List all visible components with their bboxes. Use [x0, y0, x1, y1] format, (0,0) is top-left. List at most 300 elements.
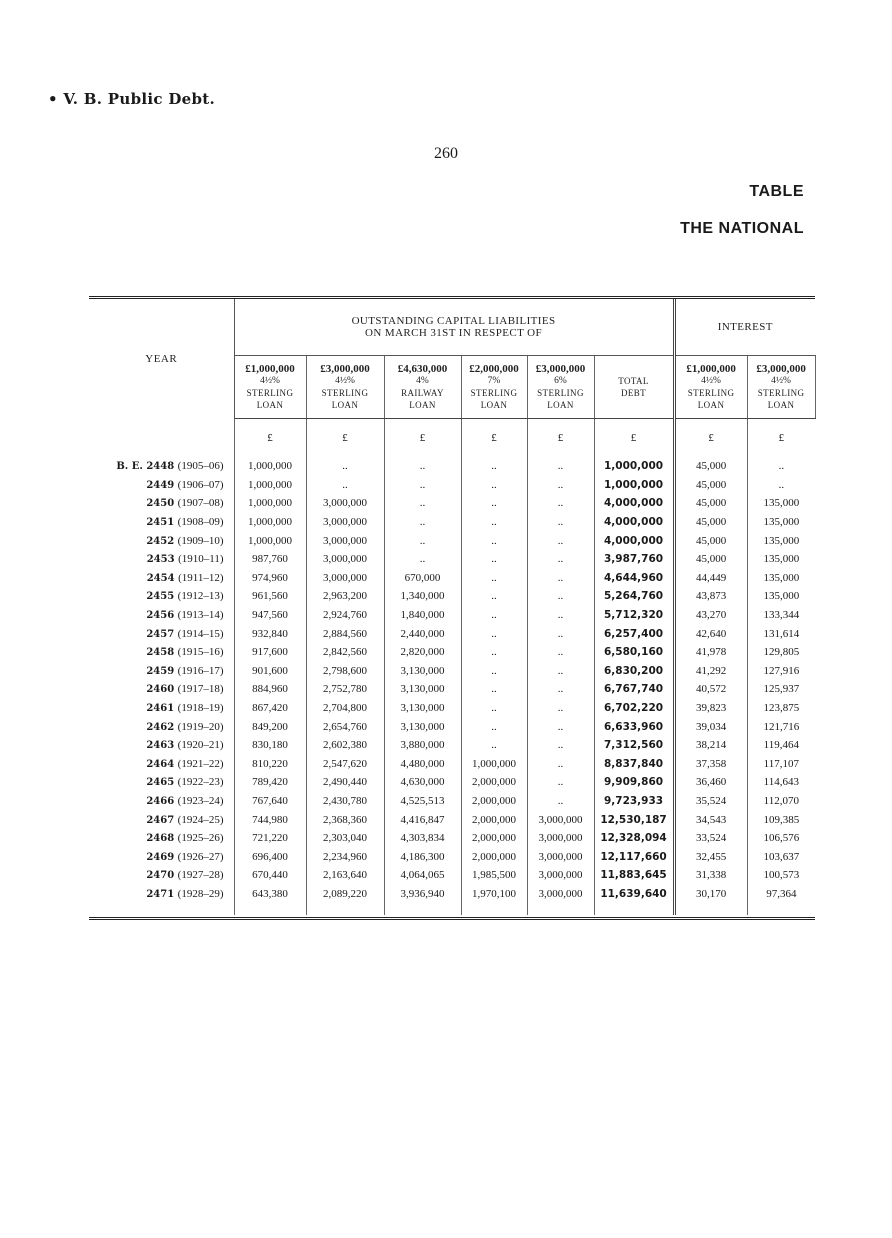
- year-cell: [89, 513, 234, 532]
- cell-c3: ..: [384, 476, 461, 495]
- cell-c2: 2,963,200: [306, 587, 384, 606]
- cell-interest-1: 34,543: [674, 810, 747, 829]
- cell-total-debt: 6,830,200: [594, 662, 674, 681]
- cell-total-debt: 6,580,160: [594, 643, 674, 662]
- cell-c5: ..: [527, 680, 594, 699]
- year-range: (1927–28): [177, 869, 224, 882]
- cell-interest-1: 44,449: [674, 569, 747, 588]
- cell-total-debt: 7,312,560: [594, 736, 674, 755]
- year-be: 2449: [146, 479, 178, 491]
- year-be: 2467: [146, 814, 178, 826]
- year-range: (1925–26): [177, 832, 224, 845]
- year-range: (1926–27): [177, 850, 224, 863]
- column-rate: 4½%: [771, 376, 791, 386]
- cell-c5: ..: [527, 792, 594, 811]
- cell-c1: 884,960: [234, 680, 306, 699]
- debt-table: [89, 299, 816, 915]
- column-loan: LOAN: [547, 400, 574, 410]
- year-be: 2464: [146, 758, 178, 770]
- cell-c1: 767,640: [234, 792, 306, 811]
- column-kind: STERLING: [687, 388, 735, 398]
- cell-c3: 3,936,940: [384, 885, 461, 904]
- cell-c3: 1,840,000: [384, 606, 461, 625]
- cell-total-debt: 6,257,400: [594, 624, 674, 643]
- year-be: 2450: [146, 498, 178, 510]
- unit-symbol: £: [527, 419, 594, 458]
- cell-interest-2: 135,000: [763, 590, 800, 603]
- cell-c1: 849,200: [234, 717, 306, 736]
- cell-total-debt: 1,000,000: [594, 476, 674, 495]
- cell-c1: 670,440: [234, 866, 306, 885]
- cell-c4: ..: [461, 662, 527, 681]
- cell-c3: 670,000: [384, 569, 461, 588]
- cell-c3: 3,130,000: [384, 699, 461, 718]
- cell-c4: 1,985,500: [461, 866, 527, 885]
- year-cell: [89, 550, 234, 569]
- cell-c4: 2,000,000: [461, 773, 527, 792]
- bottom-rule: [89, 917, 815, 920]
- column-amount: £3,000,000: [756, 363, 806, 375]
- column-loan: DEBT: [620, 388, 647, 398]
- year-cell: [89, 587, 234, 606]
- column-rate: 4½%: [335, 376, 355, 386]
- year-range: (1910–11): [178, 553, 224, 566]
- year-range: (1909–10): [177, 534, 224, 547]
- cell-total-debt: 9,723,933: [594, 792, 674, 811]
- table-row: [89, 643, 815, 662]
- cell-total-debt: 6,633,960: [594, 717, 674, 736]
- cell-c1: 1,000,000: [234, 476, 306, 495]
- year-be: 2460: [146, 684, 178, 696]
- column-kind: TOTAL: [618, 376, 649, 386]
- cell-interest-1: 42,640: [674, 624, 747, 643]
- year-be: 2458: [146, 647, 178, 659]
- year-range: (1914–15): [177, 627, 224, 640]
- table-row: [89, 513, 815, 532]
- year-be: 2451: [146, 517, 178, 529]
- cell-total-debt: 11,639,640: [594, 885, 674, 904]
- outstanding-header-line2: ON MARCH 31ST IN RESPECT OF: [365, 327, 543, 339]
- cell-total-debt: 5,712,320: [594, 606, 674, 625]
- cell-c3: 4,525,513: [384, 792, 461, 811]
- cell-interest-2: 103,637: [763, 850, 800, 863]
- cell-interest-1: 35,524: [674, 792, 747, 811]
- cell-c2: 2,368,360: [306, 810, 384, 829]
- year-be: 2454: [146, 572, 179, 584]
- cell-c2: 2,842,560: [306, 643, 384, 662]
- page-number: 260: [434, 145, 458, 162]
- year-be: 2465: [146, 777, 178, 789]
- table-heading: TABLE: [749, 183, 804, 200]
- cell-c5: 3,000,000: [527, 866, 594, 885]
- cell-c1: 974,960: [234, 569, 306, 588]
- table-row: [89, 847, 815, 866]
- cell-c5: ..: [527, 587, 594, 606]
- cell-interest-2: 135,000: [763, 553, 800, 566]
- cell-interest-2: 129,805: [763, 646, 800, 659]
- cell-c1: 810,220: [234, 755, 306, 774]
- interest-header: INTEREST: [674, 299, 815, 356]
- year-cell: [89, 736, 234, 755]
- year-range: (1906–07): [177, 478, 224, 491]
- year-cell: [89, 680, 234, 699]
- pad-cell: [747, 903, 815, 915]
- year-cell: [89, 810, 234, 829]
- column-kind: RAILWAY: [401, 388, 444, 398]
- cell-c3: 4,480,000: [384, 755, 461, 774]
- table-row: [89, 494, 815, 513]
- cell-c3: 1,340,000: [384, 587, 461, 606]
- section-title: • V. B. Public Debt.: [48, 90, 216, 108]
- year-cell: [89, 792, 234, 811]
- cell-interest-2: 109,385: [763, 813, 800, 826]
- padding-row: [89, 903, 815, 915]
- pad-cell: [89, 903, 234, 915]
- cell-total-debt: 4,000,000: [594, 494, 674, 513]
- cell-c4: ..: [461, 717, 527, 736]
- cell-c4: ..: [461, 624, 527, 643]
- column-loan: LOAN: [256, 400, 284, 410]
- cell-c5: ..: [527, 513, 594, 532]
- table-row: [89, 792, 815, 811]
- cell-c4: ..: [461, 531, 527, 550]
- year-range: (1905–06): [177, 460, 224, 473]
- cell-c2: 3,000,000: [306, 494, 384, 513]
- column-rate: 6%: [554, 376, 567, 386]
- pad-cell: [674, 903, 747, 915]
- cell-c4: 2,000,000: [461, 810, 527, 829]
- cell-c1: 830,180: [234, 736, 306, 755]
- column-rate: 4½%: [701, 376, 721, 386]
- cell-c2: 2,798,600: [306, 662, 384, 681]
- cell-c1: 1,000,000: [234, 531, 306, 550]
- unit-symbol: £: [594, 419, 674, 458]
- cell-c3: 4,416,847: [384, 810, 461, 829]
- cell-c1: 696,400: [234, 847, 306, 866]
- cell-c2: 2,884,560: [306, 624, 384, 643]
- cell-c1: 1,000,000: [234, 513, 306, 532]
- cell-c5: ..: [527, 643, 594, 662]
- year-range: (1923–24): [177, 794, 224, 807]
- cell-c2: 3,000,000: [306, 531, 384, 550]
- cell-c1: 1,000,000: [234, 494, 306, 513]
- cell-total-debt: 5,264,760: [594, 587, 674, 606]
- cell-c4: 2,000,000: [461, 829, 527, 848]
- table-row: [89, 476, 815, 495]
- cell-c3: ..: [384, 457, 461, 476]
- cell-c4: ..: [461, 513, 527, 532]
- cell-interest-2: 135,000: [763, 497, 800, 510]
- cell-interest-1: 30,170: [674, 885, 747, 904]
- year-range: (1924–25): [177, 813, 224, 826]
- year-range: (1913–14): [177, 609, 224, 622]
- cell-interest-2: ..: [778, 478, 785, 491]
- cell-c2: 3,000,000: [306, 569, 384, 588]
- cell-interest-1: 41,292: [674, 662, 747, 681]
- cell-c4: ..: [461, 699, 527, 718]
- year-cell: [89, 866, 234, 885]
- column-kind: STERLING: [321, 388, 369, 398]
- cell-c3: 4,064,065: [384, 866, 461, 885]
- year-be: 2462: [146, 721, 178, 733]
- column-loan: LOAN: [331, 400, 359, 410]
- year-be: 2469: [146, 851, 178, 863]
- cell-interest-1: 41,978: [674, 643, 747, 662]
- outstanding-header-line1: OUTSTANDING CAPITAL LIABILITIES: [351, 315, 556, 327]
- cell-c2: 2,490,440: [306, 773, 384, 792]
- cell-c4: ..: [461, 569, 527, 588]
- cell-c4: ..: [461, 680, 527, 699]
- pad-cell: [594, 903, 674, 915]
- year-range: (1920–21): [177, 739, 224, 752]
- cell-interest-2: 133,344: [763, 609, 800, 622]
- cell-c2: ..: [306, 457, 384, 476]
- cell-interest-1: 39,034: [674, 717, 747, 736]
- cell-interest-1: 40,572: [674, 680, 747, 699]
- table-row: [89, 885, 815, 904]
- cell-interest-1: 36,460: [674, 773, 747, 792]
- column-header-1: [234, 356, 306, 419]
- year-range: (1911–12): [178, 571, 224, 584]
- cell-c2: 2,704,800: [306, 699, 384, 718]
- table-row: [89, 680, 815, 699]
- cell-c5: ..: [527, 494, 594, 513]
- column-kind: STERLING: [757, 388, 805, 398]
- cell-c2: 3,000,000: [306, 550, 384, 569]
- unit-symbol: £: [461, 419, 527, 458]
- unit-row: [89, 419, 815, 458]
- cell-interest-2: 106,576: [763, 832, 800, 845]
- cell-c3: 2,440,000: [384, 624, 461, 643]
- year-header: YEAR: [89, 299, 234, 419]
- cell-c3: ..: [384, 494, 461, 513]
- cell-interest-2: 114,643: [763, 776, 799, 789]
- cell-c5: ..: [527, 531, 594, 550]
- cell-interest-2: 119,464: [763, 739, 799, 752]
- cell-c1: 917,600: [234, 643, 306, 662]
- year-cell: [89, 569, 234, 588]
- column-amount: £1,000,000: [686, 363, 736, 375]
- cell-c5: ..: [527, 606, 594, 625]
- cell-c1: 643,380: [234, 885, 306, 904]
- year-be: 2470: [146, 870, 178, 882]
- year-cell: [89, 885, 234, 904]
- cell-interest-1: 32,455: [674, 847, 747, 866]
- cell-c1: 961,560: [234, 587, 306, 606]
- cell-c5: ..: [527, 755, 594, 774]
- cell-c2: 2,547,620: [306, 755, 384, 774]
- unit-symbol: £: [306, 419, 384, 458]
- cell-c3: 2,820,000: [384, 643, 461, 662]
- table-subheading: THE NATIONAL: [680, 220, 804, 237]
- column-header-7: [674, 356, 747, 419]
- cell-c2: 2,654,760: [306, 717, 384, 736]
- pad-cell: [461, 903, 527, 915]
- table-row: [89, 569, 815, 588]
- cell-total-debt: 8,837,840: [594, 755, 674, 774]
- cell-c1: 789,420: [234, 773, 306, 792]
- year-cell: [89, 773, 234, 792]
- year-cell: [89, 606, 234, 625]
- unit-symbol: £: [384, 419, 461, 458]
- cell-interest-1: 45,000: [674, 457, 747, 476]
- cell-c1: 901,600: [234, 662, 306, 681]
- unit-symbol: £: [674, 419, 747, 458]
- cell-c3: 3,880,000: [384, 736, 461, 755]
- year-range: (1921–22): [177, 757, 224, 770]
- year-cell: [89, 662, 234, 681]
- cell-total-debt: 12,328,094: [594, 829, 674, 848]
- year-cell: [89, 847, 234, 866]
- cell-c4: ..: [461, 457, 527, 476]
- column-loan: LOAN: [697, 400, 725, 410]
- cell-c3: ..: [384, 550, 461, 569]
- cell-total-debt: 4,644,960: [594, 569, 674, 588]
- table-row: [89, 810, 815, 829]
- cell-c1: 987,760: [234, 550, 306, 569]
- cell-interest-2: 97,364: [766, 887, 797, 900]
- cell-total-debt: 1,000,000: [594, 457, 674, 476]
- cell-c5: ..: [527, 662, 594, 681]
- cell-interest-1: 37,358: [674, 755, 747, 774]
- table-row: [89, 829, 815, 848]
- cell-interest-2: 135,000: [763, 534, 800, 547]
- cell-c4: 1,970,100: [461, 885, 527, 904]
- column-loan: LOAN: [767, 400, 795, 410]
- table-row: [89, 531, 815, 550]
- cell-interest-2: 123,875: [763, 702, 800, 715]
- column-header-2: [306, 356, 384, 419]
- cell-c2: ..: [306, 476, 384, 495]
- pad-cell: [306, 903, 384, 915]
- table-row: [89, 773, 815, 792]
- column-loan: LOAN: [409, 400, 436, 410]
- cell-c3: 4,186,300: [384, 847, 461, 866]
- cell-c5: 3,000,000: [527, 829, 594, 848]
- year-range: (1922–23): [177, 776, 224, 789]
- cell-interest-1: 43,270: [674, 606, 747, 625]
- unit-symbol: £: [778, 432, 785, 444]
- cell-c4: ..: [461, 587, 527, 606]
- cell-c4: ..: [461, 476, 527, 495]
- column-header-4: [461, 356, 527, 419]
- cell-c3: 4,303,834: [384, 829, 461, 848]
- table-row: [89, 662, 815, 681]
- cell-c3: 4,630,000: [384, 773, 461, 792]
- column-header-3: [384, 356, 461, 419]
- cell-interest-2: 112,070: [763, 794, 799, 807]
- cell-c5: ..: [527, 773, 594, 792]
- cell-c3: 3,130,000: [384, 717, 461, 736]
- column-rate: 4½%: [260, 376, 280, 386]
- cell-c1: 744,980: [234, 810, 306, 829]
- column-amount: £4,630,000: [397, 363, 448, 375]
- cell-interest-2: 117,107: [763, 757, 799, 770]
- cell-c5: ..: [527, 569, 594, 588]
- year-cell: [89, 643, 234, 662]
- cell-c2: 2,163,640: [306, 866, 384, 885]
- column-amount: £1,000,000: [245, 363, 295, 375]
- cell-interest-1: 45,000: [674, 531, 747, 550]
- cell-interest-2: 121,716: [763, 720, 800, 733]
- cell-c5: ..: [527, 550, 594, 569]
- cell-total-debt: 9,909,860: [594, 773, 674, 792]
- outstanding-header: [234, 299, 674, 356]
- cell-c1: 932,840: [234, 624, 306, 643]
- cell-c5: 3,000,000: [527, 847, 594, 866]
- cell-interest-1: 38,214: [674, 736, 747, 755]
- column-loan: LOAN: [480, 400, 508, 410]
- pad-cell: [234, 903, 306, 915]
- year-be: 2456: [146, 610, 178, 622]
- table-row: [89, 624, 815, 643]
- cell-interest-2: 125,937: [763, 683, 800, 696]
- cell-interest-2: 131,614: [763, 627, 800, 640]
- cell-c2: 2,924,760: [306, 606, 384, 625]
- year-range: (1928–29): [177, 887, 224, 900]
- cell-c2: 2,602,380: [306, 736, 384, 755]
- unit-symbol: £: [234, 419, 306, 458]
- column-header-6: [594, 356, 674, 419]
- table-row: [89, 755, 815, 774]
- cell-interest-1: 45,000: [674, 476, 747, 495]
- cell-c5: 3,000,000: [527, 810, 594, 829]
- cell-c1: 1,000,000: [234, 457, 306, 476]
- year-cell: [89, 624, 234, 643]
- column-kind: STERLING: [470, 388, 518, 398]
- cell-c1: 947,560: [234, 606, 306, 625]
- year-be: 2455: [146, 591, 178, 603]
- year-cell: [89, 699, 234, 718]
- column-amount: £3,000,000: [320, 363, 370, 375]
- table-row: [89, 587, 815, 606]
- cell-c4: ..: [461, 643, 527, 662]
- cell-c2: 3,000,000: [306, 513, 384, 532]
- cell-interest-2: 100,573: [763, 869, 800, 882]
- column-amount: £3,000,000: [535, 363, 586, 375]
- column-rate: 4%: [416, 376, 429, 386]
- year-be: 2453: [146, 554, 179, 566]
- pad-cell: [384, 903, 461, 915]
- year-be: 2471: [146, 888, 178, 900]
- cell-c1: 721,220: [234, 829, 306, 848]
- cell-interest-2: 135,000: [763, 516, 800, 529]
- cell-c3: ..: [384, 531, 461, 550]
- cell-c5: ..: [527, 457, 594, 476]
- year-range: (1917–18): [177, 683, 224, 696]
- column-rate: 7%: [487, 376, 501, 386]
- cell-total-debt: 12,530,187: [594, 810, 674, 829]
- year-range: (1919–20): [177, 720, 224, 733]
- cell-interest-1: 39,823: [674, 699, 747, 718]
- year-be: 2452: [146, 535, 178, 547]
- cell-c3: 3,130,000: [384, 662, 461, 681]
- column-kind: STERLING: [537, 388, 584, 398]
- cell-interest-1: 45,000: [674, 513, 747, 532]
- column-kind: STERLING: [246, 388, 294, 398]
- cell-total-debt: 12,117,660: [594, 847, 674, 866]
- cell-c2: 2,089,220: [306, 885, 384, 904]
- cell-c4: ..: [461, 606, 527, 625]
- column-header-8: [747, 356, 815, 419]
- year-cell: [89, 755, 234, 774]
- cell-c4: 2,000,000: [461, 792, 527, 811]
- cell-c4: 2,000,000: [461, 847, 527, 866]
- unit-cell-year: [89, 419, 234, 458]
- column-amount: £2,000,000: [469, 363, 519, 375]
- table-row: [89, 866, 815, 885]
- year-cell: [89, 476, 234, 495]
